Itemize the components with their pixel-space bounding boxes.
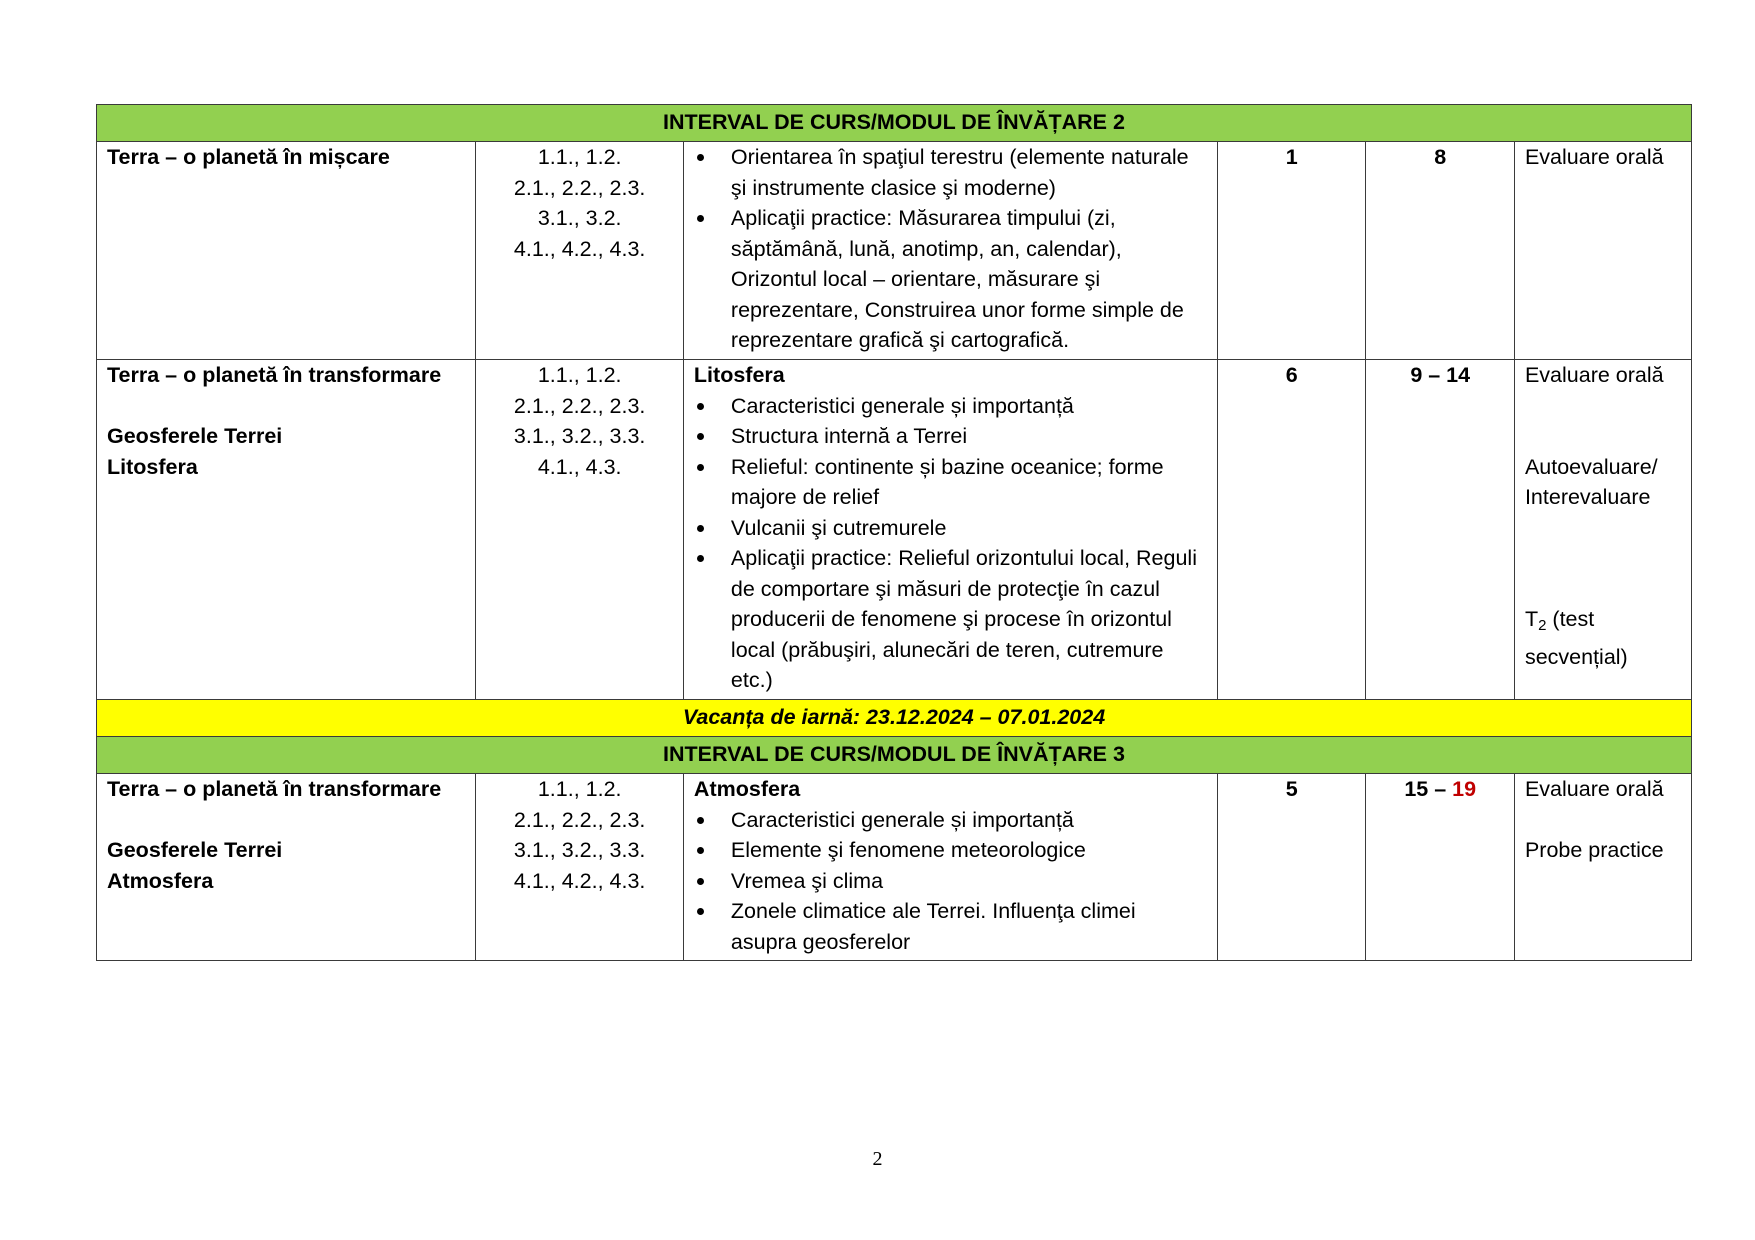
learning-unit-subtitle: Litosfera bbox=[107, 454, 198, 479]
content-item: Structura internă a Terrei bbox=[694, 421, 1207, 452]
table-row bbox=[97, 774, 1692, 961]
content-cell bbox=[683, 360, 1217, 700]
week-cell: 9 – 14 bbox=[1366, 360, 1515, 700]
learning-unit-title: Terra – o planetă în transformare bbox=[107, 777, 442, 801]
module-header-row bbox=[97, 105, 1692, 142]
learning-unit-subtitle: Geosferele Terrei bbox=[107, 838, 283, 862]
learning-unit-cell bbox=[97, 142, 476, 360]
week-end: 19 bbox=[1452, 777, 1477, 801]
learning-unit-subtitle: Atmosfera bbox=[107, 868, 214, 893]
evaluation-cell bbox=[1514, 360, 1691, 700]
content-cell bbox=[683, 774, 1217, 961]
hours-cell: 6 bbox=[1217, 360, 1366, 700]
competencies-cell bbox=[476, 360, 684, 700]
evaluation-method: Interevaluare bbox=[1524, 485, 1651, 509]
week-cell: 8 bbox=[1366, 142, 1515, 360]
evaluation-method: Probe practice bbox=[1524, 838, 1664, 862]
competency-line: 4.1., 4.3. bbox=[537, 454, 622, 479]
content-list bbox=[694, 805, 1207, 958]
content-item: Elemente şi fenomene meteorologice bbox=[694, 835, 1207, 866]
module-2-header: INTERVAL DE CURS/MODUL DE ÎNVĂȚARE 2 bbox=[97, 105, 1692, 142]
evaluation-method: Evaluare orală bbox=[1524, 777, 1664, 801]
competency-line: 4.1., 4.2., 4.3. bbox=[513, 236, 646, 261]
vacation-banner: Vacanța de iarnă: 23.12.2024 – 07.01.2024 bbox=[97, 700, 1692, 737]
module-3-header: INTERVAL DE CURS/MODUL DE ÎNVĂȚARE 3 bbox=[97, 737, 1692, 774]
week-cell bbox=[1366, 774, 1515, 961]
content-item: Aplicaţii practice: Relieful orizontului local, Reguli de comportare şi măsuri de protecţie în cazul producerii de fenomene şi procese în orizontul local (prăbuşiri, alunecări de teren, cutremure etc.) bbox=[694, 543, 1207, 696]
competencies-cell bbox=[476, 142, 684, 360]
competency-line: 1.1., 1.2. bbox=[537, 145, 622, 169]
content-item: Caracteristici generale și importanță bbox=[694, 805, 1207, 836]
evaluation-method: Autoevaluare/ bbox=[1524, 454, 1658, 479]
content-list bbox=[694, 391, 1207, 696]
learning-unit-cell bbox=[97, 360, 476, 700]
test-number: 2 bbox=[1538, 617, 1547, 634]
competency-line: 3.1., 3.2., 3.3. bbox=[513, 838, 646, 862]
competency-line: 3.1., 3.2., 3.3. bbox=[513, 424, 646, 448]
competencies-cell bbox=[476, 774, 684, 961]
content-title: Atmosfera bbox=[693, 777, 801, 801]
page-number: 2 bbox=[872, 1148, 883, 1170]
test-type: (test bbox=[1546, 607, 1595, 631]
evaluation-method: secvențial) bbox=[1524, 644, 1628, 669]
content-item: Vremea şi clima bbox=[694, 866, 1207, 897]
module-header-row bbox=[97, 737, 1692, 774]
planning-table bbox=[96, 104, 1692, 961]
vacation-row bbox=[97, 700, 1692, 737]
competency-line: 1.1., 1.2. bbox=[537, 777, 622, 801]
competency-line: 1.1., 1.2. bbox=[537, 363, 622, 387]
evaluation-test bbox=[1525, 604, 1681, 642]
week-separator: – bbox=[1428, 777, 1453, 801]
content-cell bbox=[683, 142, 1217, 360]
hours-cell: 1 bbox=[1217, 142, 1366, 360]
content-item: Zonele climatice ale Terrei. Influenţa climei asupra geosferelor bbox=[694, 896, 1207, 957]
evaluation-method: Evaluare orală bbox=[1524, 363, 1664, 387]
content-item: Orientarea în spaţiul terestru (elemente naturale şi instrumente clasice şi moderne) bbox=[694, 142, 1207, 203]
table-row bbox=[97, 142, 1692, 360]
evaluation-method: Evaluare orală bbox=[1524, 145, 1664, 169]
competency-line: 2.1., 2.2., 2.3. bbox=[513, 807, 646, 832]
competency-line: 2.1., 2.2., 2.3. bbox=[513, 393, 646, 418]
competency-line: 2.1., 2.2., 2.3. bbox=[513, 175, 646, 200]
table-row bbox=[97, 360, 1692, 700]
content-item: Relieful: continente și bazine oceanice; forme majore de relief bbox=[694, 452, 1207, 513]
learning-unit-subtitle: Geosferele Terrei bbox=[107, 424, 283, 448]
content-list bbox=[694, 142, 1207, 356]
week-start: 15 bbox=[1404, 777, 1429, 801]
test-label: T bbox=[1524, 607, 1539, 631]
evaluation-cell bbox=[1514, 142, 1691, 360]
content-title: Litosfera bbox=[693, 363, 785, 387]
competency-line: 4.1., 4.2., 4.3. bbox=[513, 868, 646, 893]
competency-line: 3.1., 3.2. bbox=[537, 206, 622, 230]
content-item: Aplicaţii practice: Măsurarea timpului (zi, săptămână, lună, anotimp, an, calendar), Orizontul local – orientare, măsurare şi reprezentare, Construirea unor forme simple de reprezentare grafică şi cartografică. bbox=[694, 203, 1207, 356]
content-item: Vulcanii şi cutremurele bbox=[694, 513, 1207, 544]
learning-unit-cell bbox=[97, 774, 476, 961]
evaluation-cell bbox=[1514, 774, 1691, 961]
content-item: Caracteristici generale și importanță bbox=[694, 391, 1207, 422]
hours-cell: 5 bbox=[1217, 774, 1366, 961]
learning-unit-title: Terra – o planetă în mișcare bbox=[107, 145, 390, 169]
learning-unit-title: Terra – o planetă în transformare bbox=[107, 363, 442, 387]
